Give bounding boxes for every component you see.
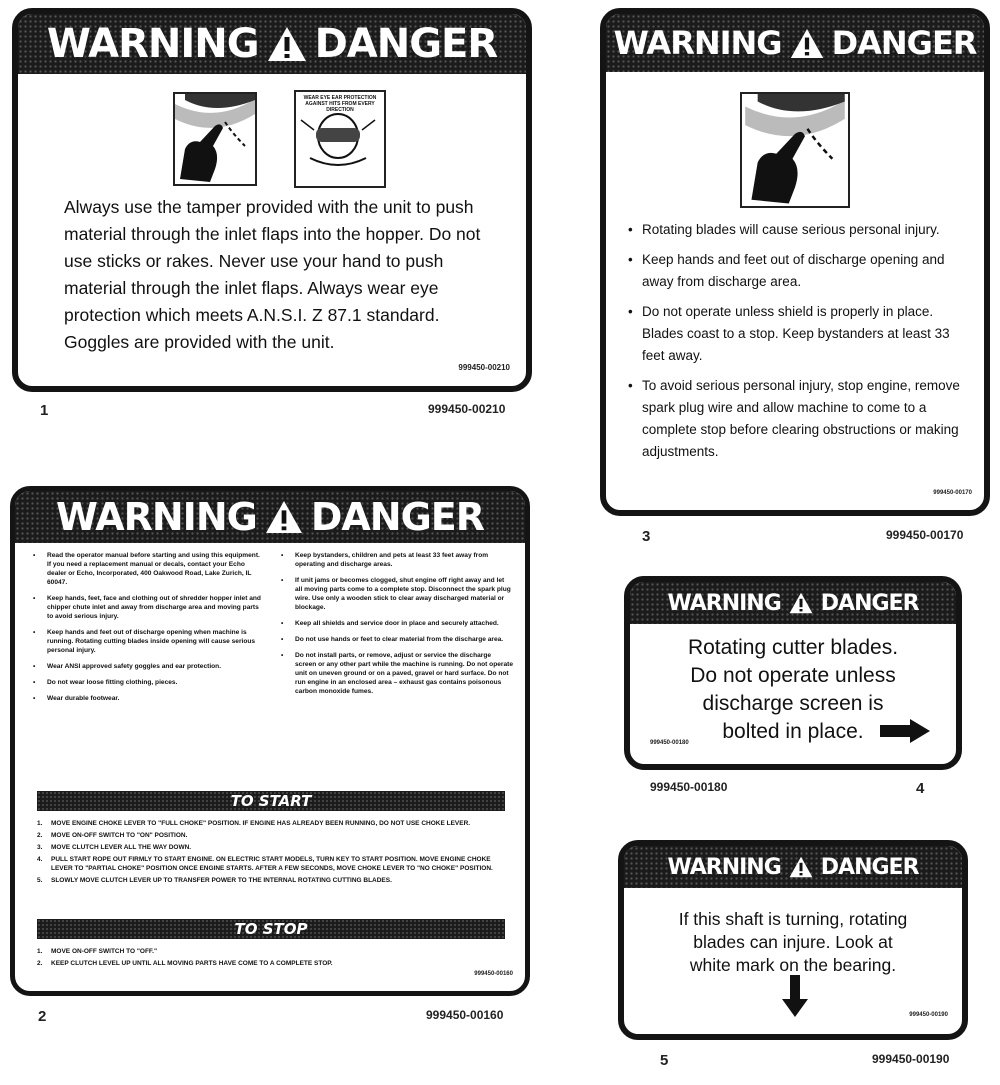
bullet: • Do not use hands or feet to clear material from the discharge area. bbox=[281, 635, 513, 644]
decal-3-small-part-number: 999450-00170 bbox=[933, 490, 972, 496]
bullet: • Keep hands, feet, face and clothing out of shredder hopper inlet and chipper chute inlet and away from discharge area and moving parts to avoid serious injury. bbox=[33, 594, 263, 621]
decal-3-part-number: 999450-00170 bbox=[886, 528, 964, 542]
warning-text: WARNING bbox=[56, 495, 257, 539]
right-arrow-icon bbox=[880, 719, 930, 748]
start-step: 4. PULL START ROPE OUT FIRMLY TO START ENGINE. ON ELECTRIC START MODELS, TURN KEY TO START POSITION. MOVE ENGINE CHOKE LEVER TO "PARTIAL CHOKE" POSITION ONCE ENGINE STARTS. AFTER A FEW SECONDS, MOVE CHOKE LEVER TO "NO CHOKE" POSITION. bbox=[37, 856, 493, 872]
bullet: • Rotating blades will cause serious personal injury. bbox=[628, 219, 968, 241]
bullet: • Wear durable footwear. bbox=[33, 694, 263, 703]
to-start-bar: TO START bbox=[37, 791, 505, 811]
warning-text: WARNING bbox=[46, 21, 259, 67]
decal-3-number: 3 bbox=[642, 528, 651, 545]
decal-4 bbox=[624, 576, 962, 770]
stop-steps bbox=[37, 947, 507, 971]
line: If this shaft is turning, rotating bbox=[678, 909, 908, 929]
warning-triangle-icon bbox=[789, 592, 813, 614]
warning-triangle-icon bbox=[265, 500, 303, 534]
warning-triangle-icon bbox=[789, 856, 813, 878]
decal-1 bbox=[12, 8, 532, 392]
warning-triangle-icon bbox=[790, 28, 824, 59]
bullet: • Keep all shields and service door in place and securely attached. bbox=[281, 619, 513, 628]
bullet: • Read the operator manual before starting and using this equipment. If you need a replacement manual or decals, contact your Echo dealer or Echo, Incorporated, 400 Oakwood Road, Lake Zurich, IL 60047. bbox=[33, 551, 263, 587]
warning-danger-header bbox=[18, 14, 526, 74]
bullet: • Do not operate unless shield is properly in place. Blades coast to a stop. Keep bystanders at least 33 feet away. bbox=[628, 301, 968, 367]
stop-step: 1. MOVE ON-OFF SWITCH TO "OFF." bbox=[37, 948, 158, 955]
bullet: • To avoid serious personal injury, stop engine, remove spark plug wire and allow machine to come to a complete stop before clearing obstructions or making adjustments. bbox=[628, 375, 968, 463]
line: bolted in place. bbox=[722, 720, 864, 743]
to-stop-bar: TO STOP bbox=[37, 919, 505, 939]
warning-danger-header bbox=[624, 846, 962, 888]
decal-5-number: 5 bbox=[660, 1052, 669, 1069]
decal-2-number: 2 bbox=[38, 1008, 47, 1025]
decal-1-text: Always use the tamper provided with the unit to push material through the inlet flaps into the hopper. Do not use sticks or rakes. Never use your hand to push material through the inlet flaps. Always wear eye protection which meets A.N.S.I. Z 87.1 standard. Goggles are provided with the unit. bbox=[64, 197, 481, 352]
decal-3 bbox=[600, 8, 990, 516]
start-step: 5. SLOWLY MOVE CLUTCH LEVER UP TO TRANSFER POWER TO THE INTERNAL ROTATING CUTTING BLADES. bbox=[37, 877, 392, 884]
decal-5-text bbox=[624, 908, 962, 977]
hand-in-inlet-icon bbox=[173, 92, 257, 186]
danger-text: DANGER bbox=[831, 24, 977, 62]
warning-text: WARNING bbox=[667, 854, 781, 880]
bullet: • Keep hands and feet out of discharge opening when machine is running. Rotating cutting blades inside opening will cause serious personal injury. bbox=[33, 628, 263, 655]
line: Rotating cutter blades. bbox=[687, 636, 899, 659]
line: discharge screen is bbox=[702, 692, 884, 715]
decal-2-small-part-number: 999450-00160 bbox=[474, 971, 513, 977]
decal-1-small-part-number: 999450-00210 bbox=[458, 363, 510, 372]
decal-1-number: 1 bbox=[40, 402, 49, 419]
decal-4-number: 4 bbox=[916, 780, 925, 797]
decal-5 bbox=[618, 840, 968, 1040]
decal-2-left-bullets bbox=[33, 551, 263, 703]
decal-3-bullets bbox=[628, 219, 968, 463]
hand-in-inlet-icon bbox=[740, 92, 850, 208]
eye-protection-caption: WEAR EYE EAR PROTECTION AGAINST HITS FROM EVERY DIRECTION bbox=[303, 95, 377, 113]
bullet: • Keep bystanders, children and pets at least 33 feet away from operating and discharge areas. bbox=[281, 551, 513, 569]
warning-text: WARNING bbox=[613, 24, 782, 62]
danger-text: DANGER bbox=[310, 495, 484, 539]
line: blades can injure. Look at bbox=[693, 932, 893, 952]
eye-protection-icon bbox=[294, 90, 386, 188]
decal-1-part-number: 999450-00210 bbox=[428, 402, 506, 416]
start-step: 2. MOVE ON-OFF SWITCH TO "ON" POSITION. bbox=[37, 832, 188, 839]
stop-step: 2. KEEP CLUTCH LEVEL UP UNTIL ALL MOVING PARTS HAVE COME TO A COMPLETE STOP. bbox=[37, 960, 333, 967]
decal-2-part-number: 999450-00160 bbox=[426, 1008, 504, 1022]
warning-danger-header bbox=[606, 14, 984, 72]
decal-4-part-number: 999450-00180 bbox=[650, 780, 728, 794]
danger-text: DANGER bbox=[820, 590, 919, 616]
warning-danger-header bbox=[630, 582, 956, 624]
down-arrow-icon bbox=[782, 975, 808, 1022]
line: Do not operate unless bbox=[690, 664, 896, 687]
warning-triangle-icon bbox=[267, 26, 307, 62]
bullet: • Keep hands and feet out of discharge opening and away from discharge area. bbox=[628, 249, 968, 293]
bullet: • Do not wear loose fitting clothing, pieces. bbox=[33, 678, 263, 687]
decal-2 bbox=[10, 486, 530, 996]
warning-text: WARNING bbox=[667, 590, 781, 616]
danger-text: DANGER bbox=[820, 854, 919, 880]
bullet: • If unit jams or becomes clogged, shut engine off right away and let all moving parts come to a complete stop. Disconnect the spark plug wire. Use only a wooden stick to clear away discharged material or blockage. bbox=[281, 576, 513, 612]
decal-5-part-number: 999450-00190 bbox=[872, 1052, 950, 1066]
start-steps bbox=[37, 819, 507, 888]
bullet: • Do not install parts, or remove, adjust or service the discharge screen or any other part while the machine is running. Do not operate unit on uneven ground or on a paved, gravel or hard surface. Do not run engine in an enclosed area – exhaust gas contains poisonous carbon monoxide fumes. bbox=[281, 651, 513, 696]
warning-danger-header bbox=[15, 491, 525, 543]
line: white mark on the bearing. bbox=[689, 955, 897, 975]
bullet: • Wear ANSI approved safety goggles and ear protection. bbox=[33, 662, 263, 671]
start-step: 1. MOVE ENGINE CHOKE LEVER TO "FULL CHOKE" POSITION. IF ENGINE HAS ALREADY BEEN RUNNING, DO NOT USE CHOKE LEVER. bbox=[37, 820, 471, 827]
decal-5-small-part-number: 999450-00190 bbox=[909, 1012, 948, 1018]
start-step: 3. MOVE CLUTCH LEVER ALL THE WAY DOWN. bbox=[37, 844, 192, 851]
decal-2-right-bullets bbox=[281, 551, 513, 696]
decal-4-small-part-number: 999450-00180 bbox=[650, 740, 689, 746]
danger-text: DANGER bbox=[314, 21, 498, 67]
